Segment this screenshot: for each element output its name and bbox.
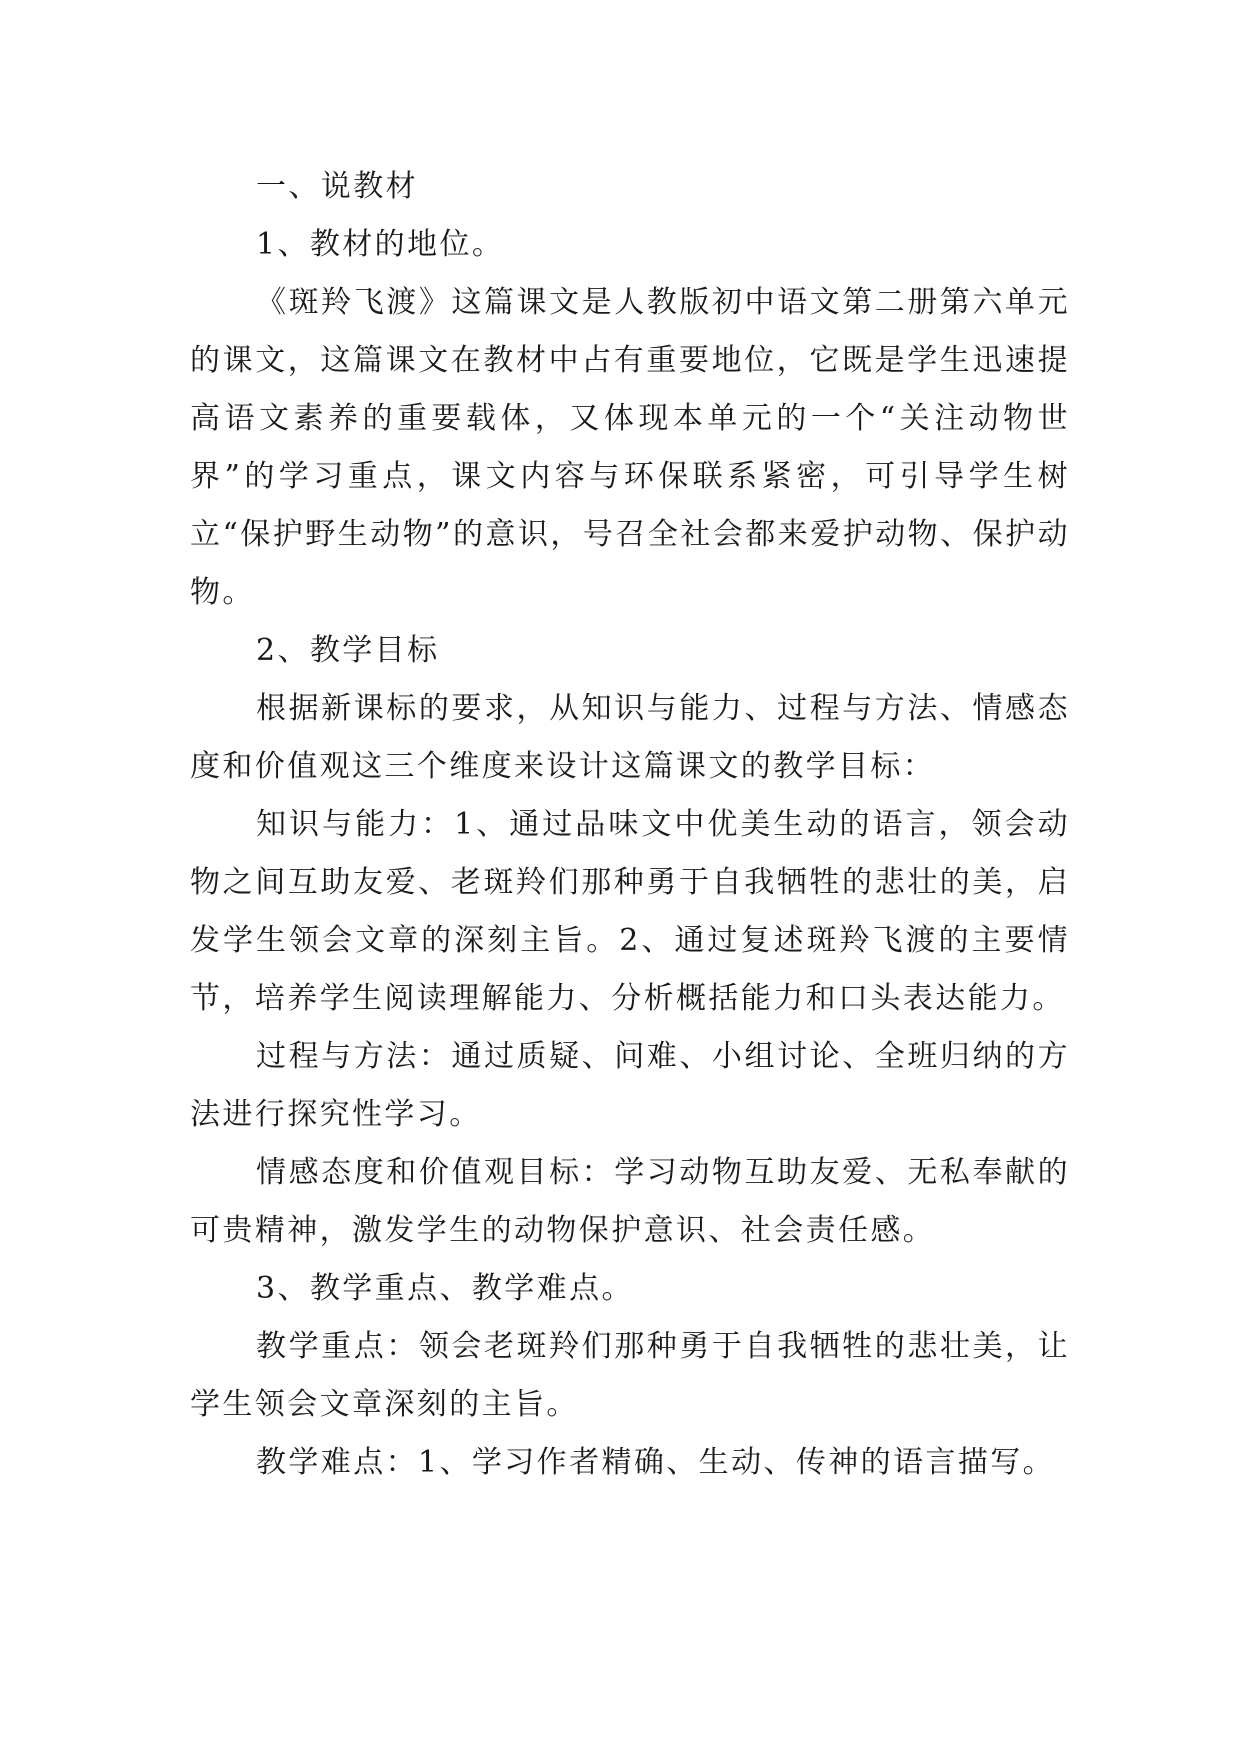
paragraph-difficult-points: 教学难点：1、学习作者精确、生动、传神的语言描写。 bbox=[256, 1445, 1056, 1480]
section-heading-textbook: 一、说教材 bbox=[256, 169, 418, 204]
paragraph-knowledge-ability: 知识与能力：1、通过品味文中优美生动的语言，领会动物之间互助友爱、老斑羚们那种勇于自我牺牲的悲壮的美，启发学生领会文章的深刻主旨。2、通过复述斑羚飞渡的主要情节，培养学生阅读理解能力、分析概括能力和口头表达能力。 bbox=[190, 807, 1070, 1016]
subheading-teaching-goals: 2、教学目标 bbox=[256, 633, 440, 668]
subheading-textbook-position: 1、教材的地位。 bbox=[256, 227, 505, 262]
document-body bbox=[190, 158, 1070, 1492]
subheading-key-difficult-points: 3、教学重点、教学难点。 bbox=[256, 1271, 634, 1306]
paragraph-emotion-values: 情感态度和价值观目标：学习动物互助友爱、无私奉献的可贵精神，激发学生的动物保护意识、社会责任感。 bbox=[190, 1155, 1070, 1248]
paragraph-goals-intro: 根据新课标的要求，从知识与能力、过程与方法、情感态度和价值观这三个维度来设计这篇课文的教学目标： bbox=[190, 691, 1070, 784]
paragraph-textbook-position: 《斑羚飞渡》这篇课文是人教版初中语文第二册第六单元的课文，这篇课文在教材中占有重要地位，它既是学生迅速提高语文素养的重要载体，又体现本单元的一个“关注动物世界”的学习重点，课文内容与环保联系紧密，可引导学生树立“保护野生动物”的意识，号召全社会都来爱护动物、保护动物。 bbox=[190, 285, 1070, 610]
paragraph-process-method: 过程与方法：通过质疑、问难、小组讨论、全班归纳的方法进行探究性学习。 bbox=[190, 1039, 1070, 1132]
paragraph-key-points: 教学重点：领会老斑羚们那种勇于自我牺牲的悲壮美，让学生领会文章深刻的主旨。 bbox=[190, 1329, 1070, 1422]
